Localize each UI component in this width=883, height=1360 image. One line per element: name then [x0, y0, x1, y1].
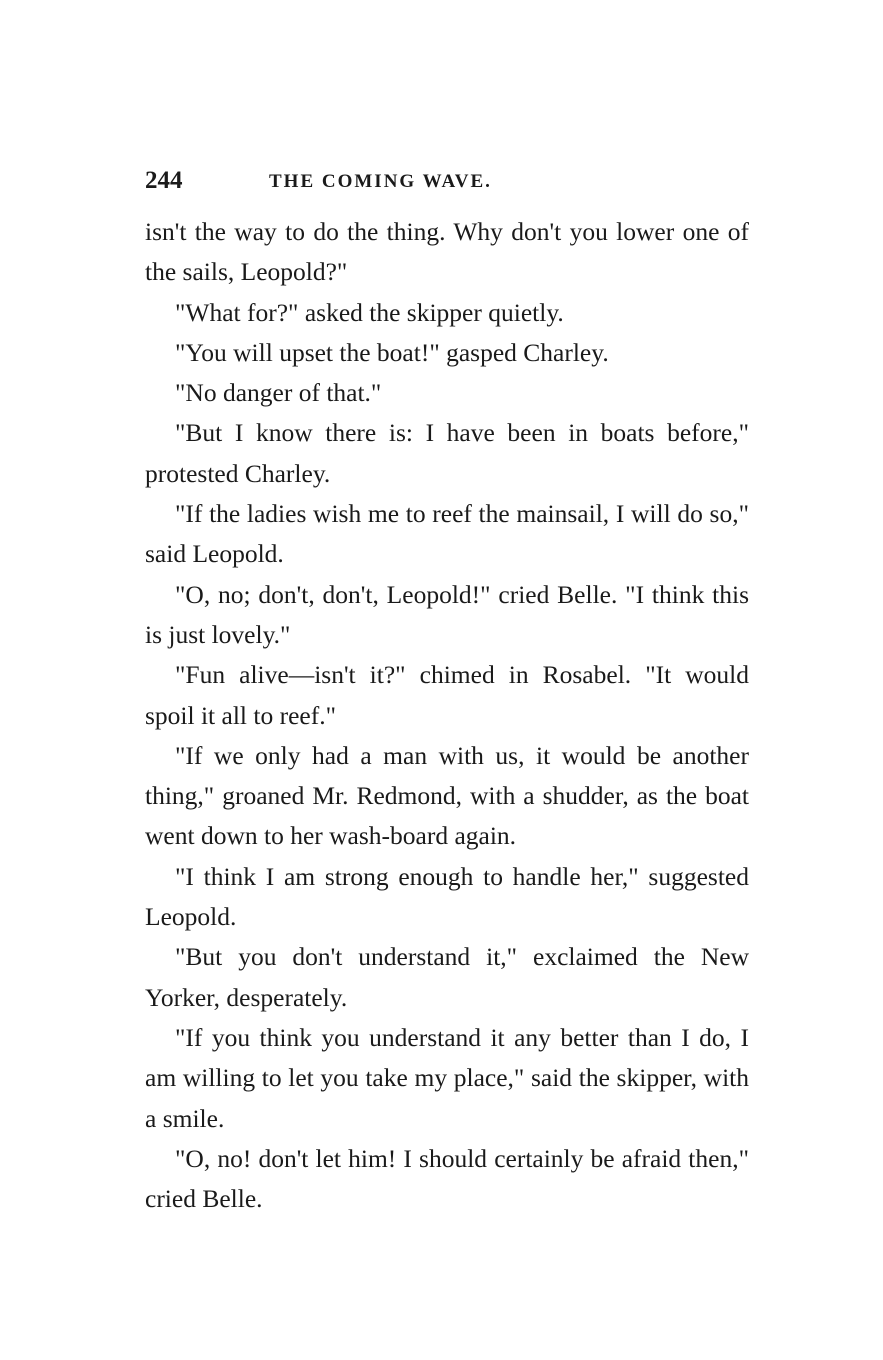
paragraph: "If the ladies wish me to reef the mainsail, I will do so," said Leopold.: [145, 499, 749, 569]
paragraph: "I think I am strong enough to handle her," suggested Leopold.: [145, 861, 749, 932]
running-title: THE COMING WAVE.: [269, 171, 492, 192]
paragraph: "O, no; don't, don't, Leopold!" cried Belle. "I think this is just lovely.": [145, 579, 749, 649]
paragraph: "But I know there is: I have been in boats before," protested Charley.: [145, 418, 749, 488]
paragraph: "Fun alive—isn't it?" chimed in Rosabel. "It would spoil it all to reef.": [145, 660, 749, 730]
paragraph: "What for?" asked the skipper quietly.: [175, 297, 564, 327]
paragraph: "You will upset the boat!" gasped Charley.: [175, 337, 609, 367]
paragraph: "O, no! don't let him! I should certainly be afraid then," cried Belle.: [145, 1143, 749, 1214]
page-header: [145, 167, 745, 197]
paragraph: "But you don't understand it," exclaimed the New Yorker, desperately.: [145, 942, 749, 1012]
body-text: [145, 212, 749, 1219]
paragraph: "No danger of that.": [175, 378, 382, 408]
page-number: 244: [145, 167, 183, 194]
paragraph: "If you think you understand it any better than I do, I am willing to let you take my place," said the skipper, with a smile.: [145, 1022, 749, 1133]
paragraph: "If we only had a man with us, it would be another thing," groaned Mr. Redmond, with a shudder, as the boat went down to her wash-board again.: [145, 740, 749, 851]
paragraph: isn't the way to do the thing. Why don't you lower one of the sails, Leopold?": [145, 217, 749, 287]
